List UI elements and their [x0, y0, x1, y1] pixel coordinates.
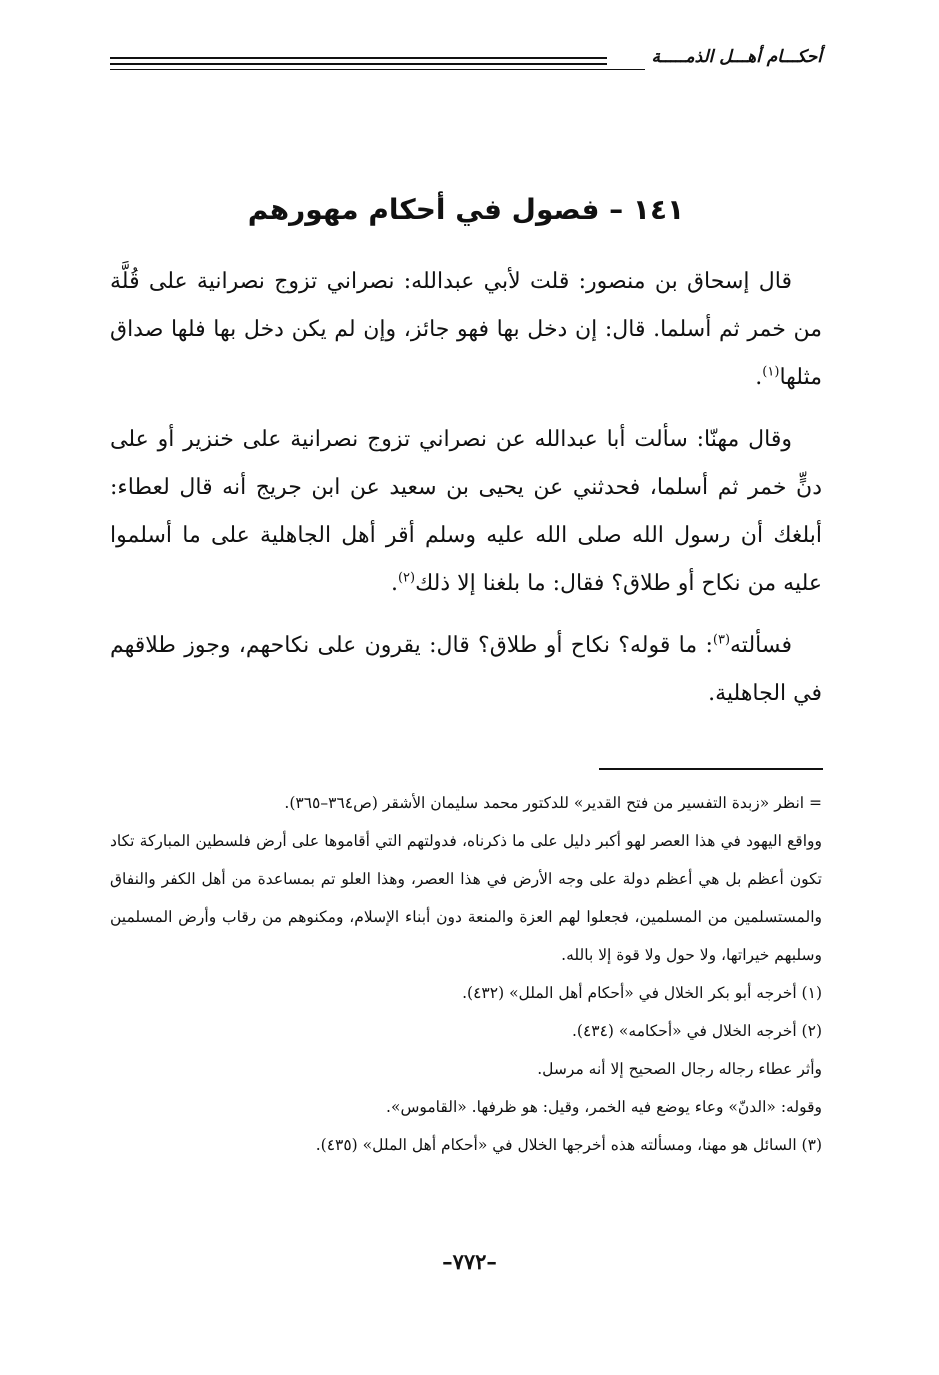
paragraph-text: وقال مهنّا: سألت أبا عبدالله عن نصراني تزوج نصرانية على خنزير أو على دنٍّ خمر ثم أسلما، فحدثني عن يحيى بن سعيد عن ابن جريج أنه قال لعطاء: أبلغك أن رسول الله صلى الله عليه وسلم أقر أهل الجاهلية على ما أسلموا عليه من نكاح أو طلاق؟ فقال: ما بلغنا إلا ذلك [110, 427, 822, 596]
footnote-2-note: وأثر عطاء رجاله رجال الصحيح إلا أنه مرسل. [537, 1060, 822, 1078]
footnote-ref-2: (٢) [397, 570, 416, 586]
paragraph-3 [110, 622, 822, 718]
running-header [110, 44, 822, 74]
footnote-continuation-body: وواقع اليهود في هذا العصر لهو أكبر دليل على ما ذكرناه، فدولتهم التي أقاموها على أرض فلسطين المباركة تكاد تكون أعظم بل هي أعظم دولة على وجه الأرض في هذا العصر، وهذا العلو تم بمساعدة من أهل الكفر والنفاق والمستسلمين من المسلمين، فجعلوا لهم العزة والمنعة دون أبناء الإسلام، ومكنوهم من رقاب وأرض المسلمين وسلبهم خيراتها، ولا حول ولا قوة إلا بالله. [110, 832, 822, 964]
footnote-separator [599, 768, 823, 770]
paragraph-2 [110, 416, 822, 608]
footnote-ref-3: (٣) [712, 632, 731, 648]
page-number: –٧٧٢– [442, 1249, 497, 1274]
footnote-2: (٢) أخرجه الخلال في «أحكامه» (٤٣٤). [571, 1022, 822, 1040]
paragraph-text: قال إسحاق بن منصور: قلت لأبي عبدالله: نصراني تزوج نصرانية على قُلَّة من خمر ثم أسلما. قال: إن دخل بها فهو جائز، وإن لم يكن دخل بها فلها صداق مثلها [110, 269, 822, 390]
footnote-continuation-ref: = انظر «زبدة التفسير من فتح القدير» للدكتور محمد سليمان الأشقر (ص٣٦٤–٣٦٥). [284, 794, 822, 812]
paragraph-lead: فسألته [730, 633, 792, 658]
paragraph-text: : ما قوله؟ نكاح أو طلاق؟ قال: يقرون على نكاحهم، وجوز طلاقهم في الجاهلية. [110, 633, 822, 706]
footnote-1: (١) أخرجه أبو بكر الخلال في «أحكام أهل الملل» (٤٣٢). [462, 984, 822, 1002]
footnotes [110, 784, 822, 1164]
chapter-heading: ١٤١ – فصول في أحكام مهورهم [247, 193, 685, 226]
paragraph-1 [110, 258, 822, 402]
header-rule [110, 57, 607, 59]
paragraph-end: . [390, 571, 398, 596]
running-title: أحكـــام أهـــل الذمـــــة [645, 44, 822, 70]
header-rule [110, 63, 607, 65]
paragraph-end: . [755, 365, 763, 390]
main-text [110, 258, 822, 732]
footnote-3: (٣) السائل هو مهنا، ومسألته هذه أخرجها الخلال في «أحكام أهل الملل» (٤٣٥). [315, 1136, 822, 1154]
footnote-ref-1: (١) [762, 364, 780, 380]
footnote-2-note: وقوله: «الدنّ» وعاء يوضع فيه الخمر، وقيل: هو ظرفها. «القاموس». [386, 1098, 822, 1116]
